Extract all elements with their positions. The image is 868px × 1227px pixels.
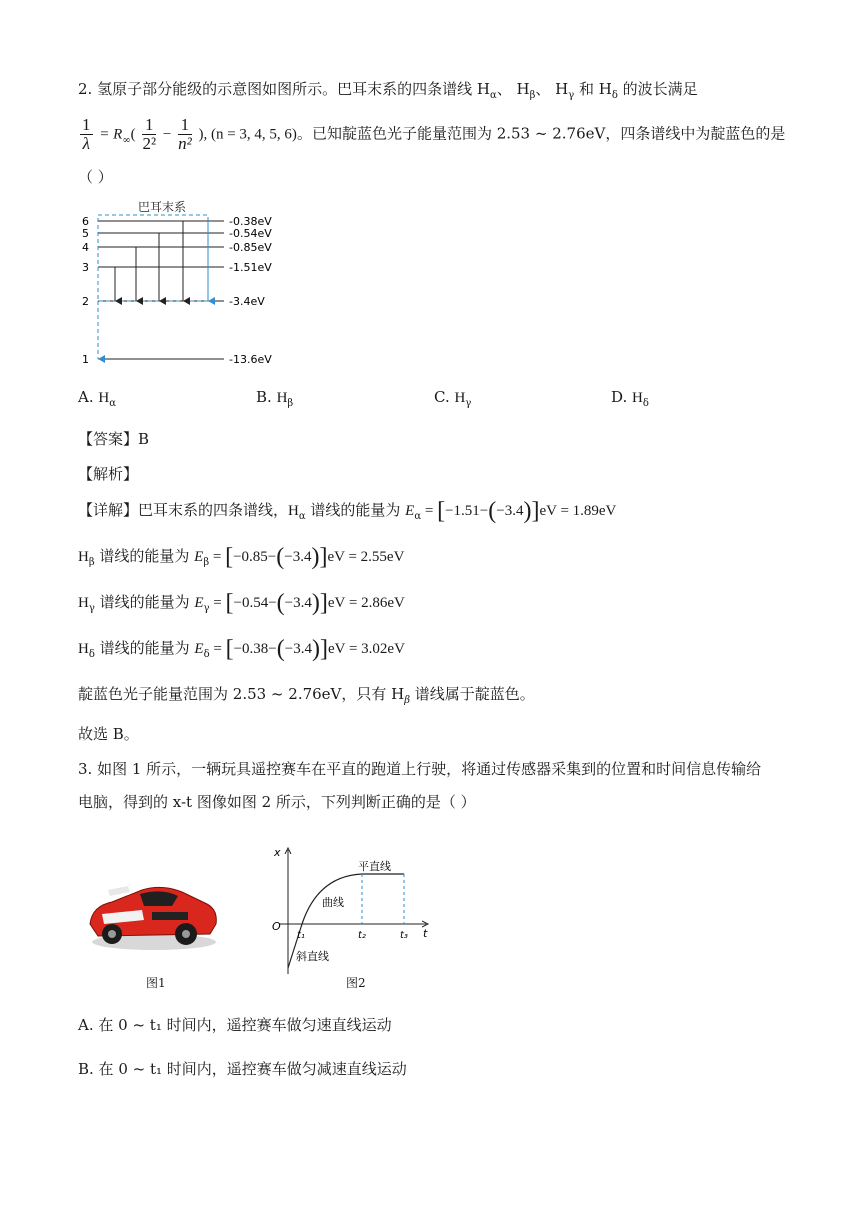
paren-close: ), (n = 3, 4, 5, 6): [198, 126, 297, 143]
conclusion-text-end: 谱线属于靛蓝色。: [410, 685, 535, 703]
frac-den: n²: [178, 134, 192, 153]
detail-prefix: 【详解】巴耳末系的四条谱线，: [78, 501, 289, 519]
calc-a: −1.51−: [445, 503, 489, 519]
option-sub: δ: [642, 398, 649, 409]
energy-symbol: E: [194, 549, 204, 565]
calc-b: −3.4: [284, 595, 312, 611]
level-number: 4: [82, 241, 89, 254]
frac-num: 1: [178, 116, 192, 135]
level-number: 5: [82, 227, 89, 240]
conclusion-text: 靛蓝色光子能量范围为 2.53 ~ 2.76eV，只有 H: [78, 685, 405, 703]
t1-label: t₁: [297, 930, 305, 941]
option-letter: C.: [434, 388, 455, 406]
paren-close: ): [523, 498, 532, 524]
toy-car-image: [82, 876, 222, 956]
paren-open: (: [130, 126, 136, 143]
spec-text: 谱线的能量为: [94, 593, 195, 611]
fig1-caption: 图1: [146, 976, 166, 990]
q2-stem-line1: [78, 78, 698, 99]
sub-delta: δ: [611, 90, 618, 101]
level-number: 6: [82, 215, 89, 228]
spec-H: H: [78, 595, 89, 611]
option-label: H: [632, 390, 643, 406]
q2-choose: 故选 B。: [78, 725, 139, 743]
q2-answer: 【答案】B: [78, 430, 150, 448]
paren-open: (: [276, 590, 285, 616]
calc-result: eV = 3.02eV: [327, 641, 405, 657]
calc-line: [78, 636, 405, 663]
slope-label: 斜直线: [296, 950, 329, 963]
calc-line: [78, 498, 616, 525]
and-text: 和 H: [574, 80, 612, 98]
q3-option-b: B. 在 0 ~ t₁ 时间内，遥控赛车做匀减速直线运动: [78, 1060, 407, 1078]
fig2-caption: 图2: [346, 976, 366, 990]
flat-label: 平直线: [358, 860, 391, 873]
calc-b: −3.4: [496, 503, 524, 519]
q3-stem-line1: 3. 如图 1 所示，一辆玩具遥控赛车在平直的跑道上行驶，将通过传感器采集到的位置和时间信息传输给: [78, 760, 762, 778]
option-letter: D.: [611, 388, 633, 406]
axis-label-t: t: [423, 927, 428, 940]
spec-H: H: [78, 549, 89, 565]
paren-close: ): [311, 590, 320, 616]
q2-stem-text: 2. 氢原子部分能级的示意图如图所示。巴耳末系的四条谱线 H: [78, 80, 490, 98]
eq: =: [421, 503, 438, 519]
origin-label: O: [272, 920, 281, 933]
calc-a: −0.38−: [233, 641, 277, 657]
energy-symbol: E: [194, 641, 204, 657]
q2-option: [256, 388, 293, 407]
paren-close: ): [311, 636, 320, 662]
calc-line: [78, 544, 404, 571]
frac-den: 2²: [142, 134, 157, 153]
xt-graph: [266, 844, 436, 974]
level-number: 3: [82, 261, 89, 274]
sep: 、 H: [535, 80, 569, 98]
t2-label: t₂: [358, 930, 366, 941]
minus: −: [162, 126, 172, 143]
eq: =: [209, 595, 226, 611]
calc-b: −3.4: [284, 641, 312, 657]
calc-result: eV = 2.86eV: [327, 595, 405, 611]
energy-symbol: E: [405, 503, 415, 519]
bracket-open: [: [437, 498, 446, 524]
frac-den: λ: [82, 134, 90, 153]
bracket-open: [: [225, 636, 234, 662]
level-energy: -3.4eV: [229, 295, 265, 308]
diagram-title: 巴耳末系: [138, 200, 187, 214]
spec-sub: β: [88, 557, 95, 568]
calc-result: eV = 2.55eV: [327, 549, 405, 565]
spec-text: 谱线的能量为: [305, 501, 406, 519]
calc-a: −0.54−: [233, 595, 277, 611]
option-letter: B.: [256, 388, 277, 406]
calc-result: eV = 1.89eV: [539, 503, 617, 519]
bracket-open: [: [225, 544, 234, 570]
frac-num: 1: [82, 115, 91, 134]
spec-sub: γ: [88, 603, 95, 614]
bracket-close: ]: [319, 544, 328, 570]
energy-sub: γ: [203, 603, 210, 614]
eq: =: [209, 641, 226, 657]
spec-text: 谱线的能量为: [94, 639, 195, 657]
q3-stem-line2: 电脑，得到的 x-t 图像如图 2 所示，下列判断正确的是（ ）: [78, 793, 476, 811]
frac-num: 1: [142, 116, 156, 135]
level-number: 1: [82, 353, 89, 366]
formula-lhs-fraction: [80, 116, 93, 153]
option-label: H: [454, 390, 466, 406]
spec-sub: δ: [88, 649, 95, 660]
energy-levels: [82, 215, 272, 366]
option-letter: A.: [78, 388, 99, 406]
sub-gamma: γ: [568, 90, 575, 101]
spec-H: H: [78, 641, 89, 657]
q2-option: [611, 388, 649, 407]
calc-b: −3.4: [284, 549, 312, 565]
formula-frac2: [178, 116, 192, 153]
spec-H: H: [288, 503, 299, 519]
q2-conclusion: [78, 683, 535, 704]
energy-sub: β: [203, 557, 210, 568]
option-sub: α: [109, 398, 116, 409]
paren-open: (: [276, 544, 285, 570]
option-sub: γ: [465, 398, 472, 409]
q2-stem-text2: 。已知靛蓝色光子能量范围为 2.53 ~ 2.76eV，四条谱线中为靛蓝色的是: [296, 124, 786, 143]
option-label: H: [98, 390, 110, 406]
level-number: 2: [82, 295, 89, 308]
sub-alpha: α: [489, 90, 497, 101]
paren-open: (: [488, 498, 497, 524]
bracket-open: [: [225, 590, 234, 616]
level-energy: -0.38eV: [229, 215, 272, 228]
t3-label: t₃: [400, 930, 408, 941]
q2-option: [78, 388, 116, 407]
eq: =: [209, 549, 226, 565]
calc-line: [78, 590, 405, 617]
energy-sub: δ: [203, 649, 210, 660]
paren-open: (: [276, 636, 285, 662]
level-energy: -1.51eV: [229, 261, 272, 274]
option-label: H: [276, 390, 288, 406]
sub-beta: β: [404, 695, 411, 706]
level-energy: -0.85eV: [229, 241, 272, 254]
q2-analysis-label: 【解析】: [78, 465, 139, 483]
calc-a: −0.85−: [233, 549, 277, 565]
bracket-close: ]: [319, 636, 328, 662]
energy-sub: α: [414, 511, 422, 522]
energy-symbol: E: [194, 595, 204, 611]
q3-option-a: A. 在 0 ~ t₁ 时间内，遥控赛车做匀速直线运动: [78, 1016, 392, 1034]
formula-frac1: [142, 116, 156, 153]
spec-text: 谱线的能量为: [94, 547, 195, 565]
paren-close: ): [311, 544, 320, 570]
curve-label: 曲线: [322, 896, 344, 909]
spec-sub: α: [298, 511, 306, 522]
bracket-close: ]: [319, 590, 328, 616]
level-energy: -13.6eV: [229, 353, 272, 366]
axis-label-x: x: [274, 846, 281, 859]
bracket-close: ]: [531, 498, 540, 524]
sep: 、 H: [496, 80, 530, 98]
q2-option: [434, 388, 471, 407]
energy-level-diagram: [78, 196, 298, 372]
q2-blank: （ ）: [78, 168, 113, 186]
sub-beta: β: [529, 90, 536, 101]
option-sub: β: [287, 398, 294, 409]
rinf-sub: ∞: [122, 134, 131, 146]
q2-formula-line: [78, 116, 785, 153]
level-energy: -0.54eV: [229, 227, 272, 240]
q2-stem-tail: 的波长满足: [617, 80, 698, 98]
formula-eq: = R: [99, 126, 123, 143]
